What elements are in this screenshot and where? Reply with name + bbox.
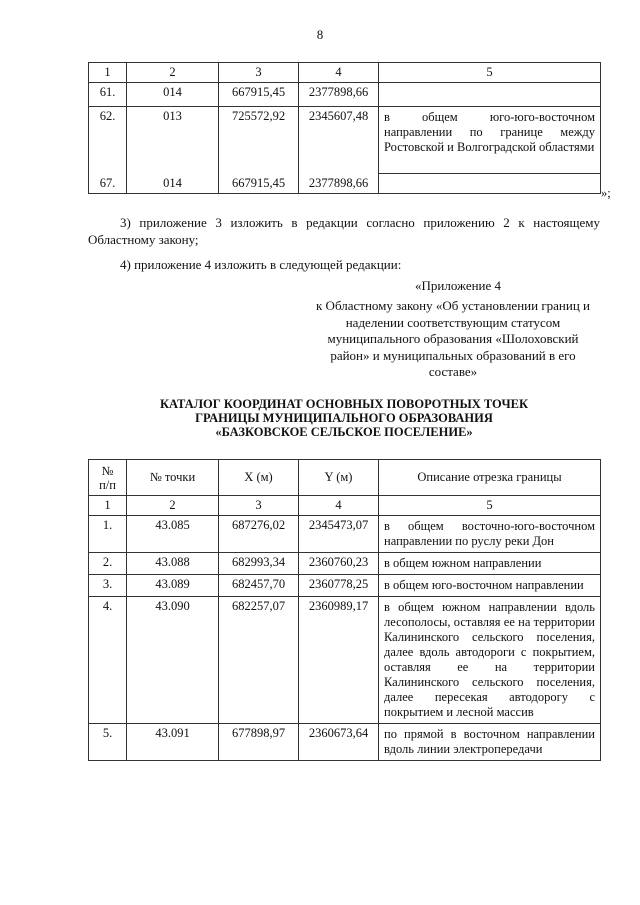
- segment-description: в общем южном направлении вдоль лесополосы, оставляя ее на территории Калининского сельского поселения, далее вдоль автодороги с покрытием, оставляя ее на территории Калининского сельского поселения, далее пересекая автодорогу с покрытием и лесной массив: [379, 597, 601, 724]
- appendix-title: «Приложение 4: [415, 278, 502, 293]
- x-coordinate: 667915,45: [219, 174, 299, 194]
- x-coordinate: 725572,92: [219, 107, 299, 174]
- catalog-heading-line-3: «БАЗКОВСКОЕ СЕЛЬСКОЕ ПОСЕЛЕНИЕ»: [215, 425, 473, 439]
- page-number: 8: [316, 27, 324, 42]
- table-row: [89, 553, 601, 575]
- column-number-3: 3: [219, 63, 299, 83]
- row-number: 5.: [89, 724, 127, 761]
- table-row: [89, 597, 601, 724]
- segment-description: [379, 83, 601, 107]
- catalog-heading-line-2: ГРАНИЦЫ МУНИЦИПАЛЬНОГО ОБРАЗОВАНИЯ: [195, 411, 493, 425]
- table-row: [89, 575, 601, 597]
- closing-quote-mark: »;: [601, 186, 611, 200]
- coordinates-table-continued: [88, 62, 601, 194]
- y-coordinate: 2377898,66: [299, 83, 379, 107]
- segment-description: в общем восточно-юго-восточном направлении по руслу реки Дон: [379, 516, 601, 553]
- table-header-row: [89, 460, 601, 496]
- column-numbers-row: [89, 496, 601, 516]
- segment-description: в общем южном направлении: [379, 553, 601, 575]
- row-number: 62.: [89, 107, 127, 174]
- point-number: 43.091: [127, 724, 219, 761]
- point-number: 014: [127, 83, 219, 107]
- table-row: [89, 83, 601, 107]
- segment-description: [379, 174, 601, 194]
- x-coordinate: 682257,07: [219, 597, 299, 724]
- point-number: 43.090: [127, 597, 219, 724]
- header-y: Y (м): [299, 460, 379, 496]
- row-number: 3.: [89, 575, 127, 597]
- row-number: 67.: [89, 174, 127, 194]
- paragraph-4: 4) приложение 4 изложить в следующей редакции:: [120, 257, 402, 272]
- column-number-2: 2: [127, 63, 219, 83]
- column-number-1: 1: [89, 63, 127, 83]
- column-number-4: 4: [299, 496, 379, 516]
- row-number: 4.: [89, 597, 127, 724]
- point-number: 43.085: [127, 516, 219, 553]
- table-row: [89, 107, 601, 174]
- column-number-2: 2: [127, 496, 219, 516]
- header-point-number: № точки: [127, 460, 219, 496]
- row-number: 2.: [89, 553, 127, 575]
- segment-description: в общем юго-юго-восточном направлении по границе между Ростовской и Волгоградской областями: [379, 107, 601, 174]
- point-number: 013: [127, 107, 219, 174]
- segment-description: в общем юго-восточном направлении: [379, 575, 601, 597]
- point-number: 014: [127, 174, 219, 194]
- column-number-5: 5: [379, 496, 601, 516]
- paragraph-3: 3) приложение 3 изложить в редакции согласно приложению 2 к настоящему Областному закону;: [88, 215, 600, 247]
- header-x: X (м): [219, 460, 299, 496]
- catalog-heading-line-1: КАТАЛОГ КООРДИНАТ ОСНОВНЫХ ПОВОРОТНЫХ ТОЧЕК: [159, 397, 529, 411]
- y-coordinate: 2345607,48: [299, 107, 379, 174]
- table-row: [89, 174, 601, 194]
- table-header-row: [89, 63, 601, 83]
- y-coordinate: 2360778,25: [299, 575, 379, 597]
- x-coordinate: 667915,45: [219, 83, 299, 107]
- coordinates-catalog-table: [88, 459, 601, 761]
- y-coordinate: 2360760,23: [299, 553, 379, 575]
- table-row: [89, 516, 601, 553]
- y-coordinate: 2360673,64: [299, 724, 379, 761]
- x-coordinate: 682457,70: [219, 575, 299, 597]
- y-coordinate: 2345473,07: [299, 516, 379, 553]
- y-coordinate: 2360989,17: [299, 597, 379, 724]
- table-row: [89, 724, 601, 761]
- row-number: 1.: [89, 516, 127, 553]
- column-number-1: 1: [89, 496, 127, 516]
- column-number-3: 3: [219, 496, 299, 516]
- header-description: Описание отрезка границы: [379, 460, 601, 496]
- point-number: 43.088: [127, 553, 219, 575]
- column-number-4: 4: [299, 63, 379, 83]
- y-coordinate: 2377898,66: [299, 174, 379, 194]
- x-coordinate: 687276,02: [219, 516, 299, 553]
- x-coordinate: 677898,97: [219, 724, 299, 761]
- point-number: 43.089: [127, 575, 219, 597]
- catalog-heading: [88, 397, 600, 439]
- row-number: 61.: [89, 83, 127, 107]
- appendix-reference: к Областному закону «Об установлении границ и наделении соответствующим статусом муниципального образования «Шолоховский район» и муниципальных образований в его составе»: [315, 298, 591, 379]
- x-coordinate: 682993,34: [219, 553, 299, 575]
- header-row-number: № п/п: [89, 460, 127, 496]
- segment-description: по прямой в восточном направлении вдоль линии электропередачи: [379, 724, 601, 761]
- column-number-5: 5: [379, 63, 601, 83]
